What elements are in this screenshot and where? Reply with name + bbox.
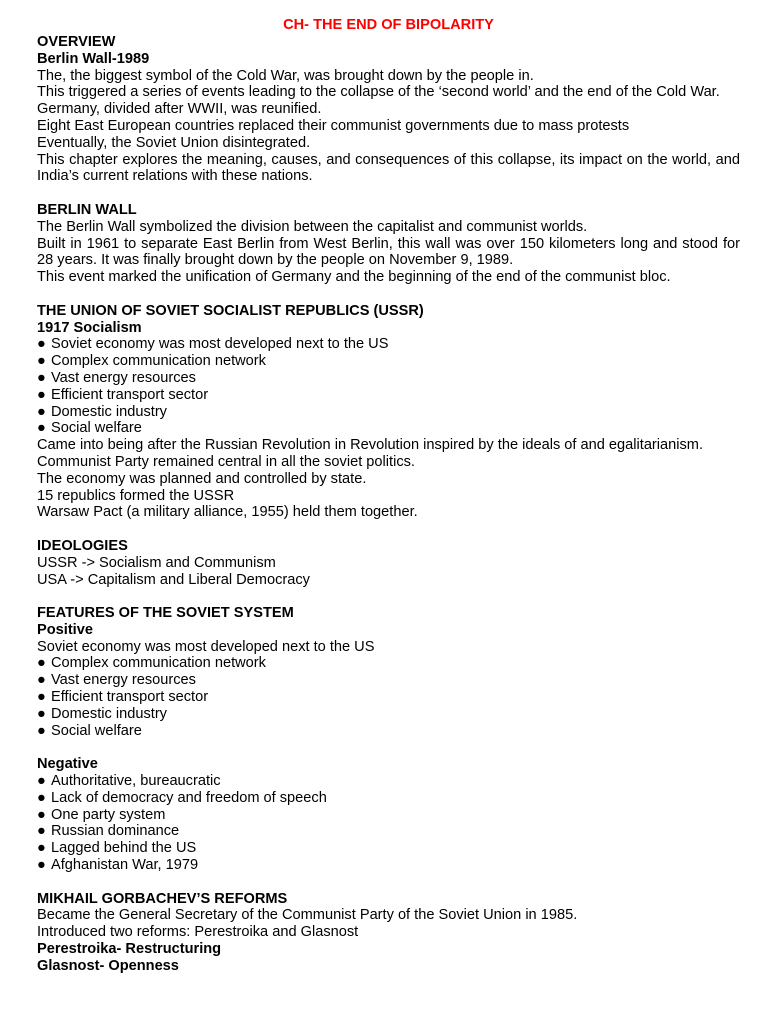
overview-section xyxy=(37,34,740,185)
list-item xyxy=(37,857,740,874)
ideologies-section xyxy=(37,538,740,588)
bullet-icon: ● xyxy=(37,403,46,420)
features-section xyxy=(37,605,740,874)
document-title: CH- THE END OF BIPOLARITY xyxy=(283,17,494,33)
bullet-icon: ● xyxy=(37,823,46,840)
bullet-icon: ● xyxy=(37,655,46,672)
overview-line: Eventually, the Soviet Union disintegrated. xyxy=(37,134,311,151)
list-item xyxy=(37,387,740,404)
list-item-text: Lack of democracy and freedom of speech xyxy=(51,789,327,806)
list-item-text: One party system xyxy=(51,806,166,823)
list-item-text: Domestic industry xyxy=(51,705,167,722)
section-spacer xyxy=(37,739,740,756)
ussr-heading: THE UNION OF SOVIET SOCIALIST REPUBLICS (USSR) xyxy=(37,302,424,319)
gorbachev-section xyxy=(37,891,740,975)
list-item xyxy=(37,404,740,421)
ussr-line: Communist Party remained central in all the soviet politics. xyxy=(37,453,415,470)
list-item xyxy=(37,672,740,689)
list-item xyxy=(37,689,740,706)
negative-heading: Negative xyxy=(37,756,98,773)
section-spacer xyxy=(37,286,740,303)
bullet-icon: ● xyxy=(37,672,46,689)
ussr-section xyxy=(37,303,740,521)
ussr-bullet-list xyxy=(37,336,740,437)
list-item xyxy=(37,370,740,387)
document-page xyxy=(37,16,740,975)
list-item-text: Vast energy resources xyxy=(51,672,196,689)
bullet-icon: ● xyxy=(37,857,46,874)
list-item xyxy=(37,706,740,723)
gorbachev-bold-line: Glasnost- Openness xyxy=(37,957,179,974)
overview-line: Eight East European countries replaced their communist governments due to mass protests xyxy=(37,117,630,134)
positive-heading: Positive xyxy=(37,621,93,638)
ussr-line: Warsaw Pact (a military alliance, 1955) held them together. xyxy=(37,504,418,521)
overview-heading: OVERVIEW xyxy=(37,34,116,50)
list-item-text: Afghanistan War, 1979 xyxy=(51,857,199,874)
gorbachev-line: Introduced two reforms: Perestroika and Glasnost xyxy=(37,924,359,941)
list-item xyxy=(37,353,740,370)
berlin-wall-section xyxy=(37,202,740,286)
list-item xyxy=(37,807,740,824)
list-item-text: Efficient transport sector xyxy=(51,689,209,706)
ideologies-line: USA -> Capitalism and Liberal Democracy xyxy=(37,571,310,588)
gorbachev-bold-line: Perestroika- Restructuring xyxy=(37,941,222,958)
list-item xyxy=(37,655,740,672)
gorbachev-heading: MIKHAIL GORBACHEV’S REFORMS xyxy=(37,890,288,907)
section-spacer xyxy=(37,521,740,538)
ussr-line: The economy was planned and controlled by state. xyxy=(37,470,367,487)
features-heading: FEATURES OF THE SOVIET SYSTEM xyxy=(37,605,294,622)
ussr-line: Came into being after the Russian Revolution in Revolution inspired by the ideals of and egalitarianism. xyxy=(37,437,704,454)
berlin-wall-line: The Berlin Wall symbolized the division between the capitalist and communist worlds. xyxy=(37,218,588,235)
bullet-icon: ● xyxy=(37,789,46,806)
section-spacer xyxy=(37,588,740,605)
bullet-icon: ● xyxy=(37,689,46,706)
bullet-icon: ● xyxy=(37,722,46,739)
list-item xyxy=(37,420,740,437)
positive-intro: Soviet economy was most developed next to the US xyxy=(37,638,375,655)
bullet-icon: ● xyxy=(37,369,46,386)
bullet-icon: ● xyxy=(37,336,46,353)
positive-bullet-list xyxy=(37,655,740,739)
bullet-icon: ● xyxy=(37,806,46,823)
list-item-text: Russian dominance xyxy=(51,823,180,840)
list-item xyxy=(37,790,740,807)
list-item-text: Social welfare xyxy=(51,722,142,739)
berlin-wall-heading: BERLIN WALL xyxy=(37,201,137,218)
list-item-text: Complex communication network xyxy=(51,655,266,672)
berlin-wall-line: Built in 1961 to separate East Berlin from West Berlin, this wall was over 150 kilometers long and stood for 28 years. It was finally brought down by the people on November 9, 1989. xyxy=(37,235,740,269)
list-item xyxy=(37,336,740,353)
section-spacer xyxy=(37,874,740,891)
list-item-text: Efficient transport sector xyxy=(51,386,209,403)
list-item-text: Domestic industry xyxy=(51,403,167,420)
list-item-text: Authoritative, bureaucratic xyxy=(51,773,221,790)
list-item-text: Social welfare xyxy=(51,420,142,437)
list-item-text: Soviet economy was most developed next to the US xyxy=(51,336,389,353)
overview-line: This triggered a series of events leading to the collapse of the ‘second world’ and the end of the Cold War. xyxy=(37,84,720,101)
ideologies-line: USSR -> Socialism and Communism xyxy=(37,554,276,571)
ussr-line: 15 republics formed the USSR xyxy=(37,487,235,504)
list-item-text: Lagged behind the US xyxy=(51,840,197,857)
overview-line: This chapter explores the meaning, causes, and consequences of this collapse, its impact on the world, and India’s current relations with these nations. xyxy=(37,151,740,185)
bullet-icon: ● xyxy=(37,773,46,790)
list-item xyxy=(37,773,740,790)
list-item xyxy=(37,723,740,740)
list-item xyxy=(37,840,740,857)
list-item-text: Vast energy resources xyxy=(51,369,196,386)
bullet-icon: ● xyxy=(37,420,46,437)
section-spacer xyxy=(37,185,740,202)
gorbachev-line: Became the General Secretary of the Communist Party of the Soviet Union in 1985. xyxy=(37,907,578,924)
overview-line: Germany, divided after WWII, was reunified. xyxy=(37,101,322,118)
berlin-wall-line: This event marked the unification of Germany and the beginning of the end of the communist bloc. xyxy=(37,269,671,286)
bullet-icon: ● xyxy=(37,386,46,403)
bullet-icon: ● xyxy=(37,705,46,722)
negative-bullet-list xyxy=(37,773,740,874)
bullet-icon: ● xyxy=(37,353,46,370)
ussr-subheading: 1917 Socialism xyxy=(37,319,142,336)
bullet-icon: ● xyxy=(37,840,46,857)
list-item-text: Complex communication network xyxy=(51,353,266,370)
list-item xyxy=(37,823,740,840)
overview-line: The, the biggest symbol of the Cold War, was brought down by the people in. xyxy=(37,67,534,84)
ideologies-heading: IDEOLOGIES xyxy=(37,537,128,554)
overview-subheading: Berlin Wall-1989 xyxy=(37,50,150,67)
